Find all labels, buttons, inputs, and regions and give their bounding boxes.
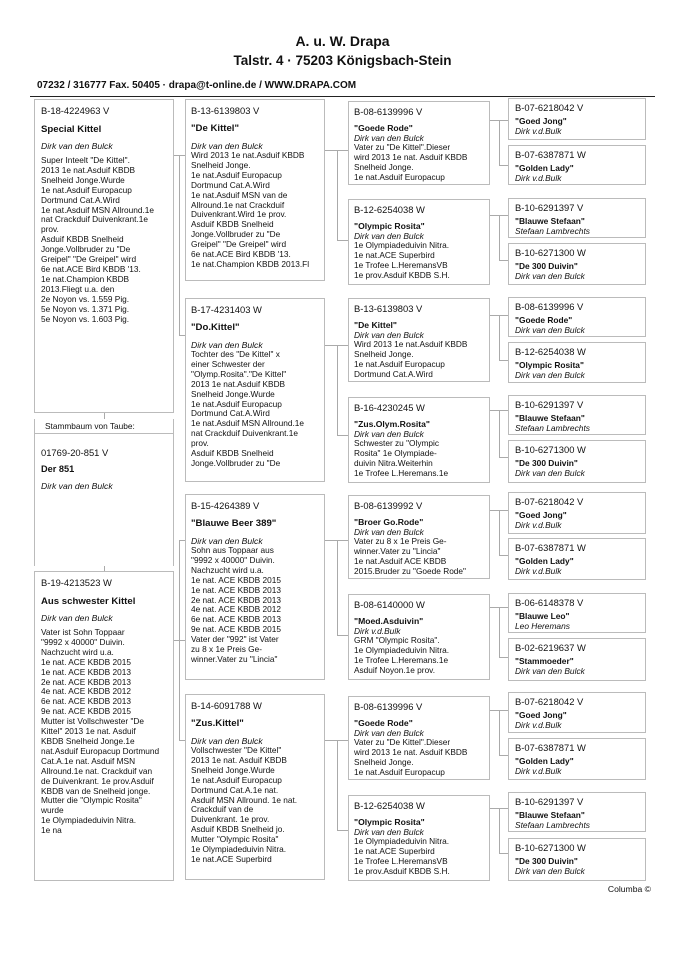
grandparent-card[interactable] [185, 694, 325, 880]
breeder: Dirk v.d.Bulk [515, 126, 562, 136]
pedigree-title: Stammbaum von Taube: [45, 421, 135, 431]
pigeon-name: "Goed Jong" [515, 116, 567, 126]
great-grandparent-card[interactable] [348, 199, 490, 285]
connector-line [499, 360, 508, 361]
pigeon-name: Aus schwester Kittel [41, 596, 136, 607]
breeder: Dirk van den Bulck [515, 325, 585, 335]
pigeon-name: "Golden Lady" [515, 163, 574, 173]
ring-number: B-02-6219637 W [515, 642, 586, 653]
breeder: Dirk van den Bulck [191, 736, 263, 746]
pigeon-name: "Goede Rode" [354, 123, 413, 133]
ancestor-card[interactable] [508, 297, 646, 337]
pigeon-name: "Olympic Rosita" [354, 817, 425, 827]
pigeon-name: "De 300 Duivin" [515, 261, 578, 271]
connector-line [337, 635, 348, 636]
connector-line [179, 540, 180, 740]
ring-number: B-17-4231403 W [191, 304, 262, 315]
connector-line [337, 540, 338, 635]
pigeon-description: Sohn aus Toppaar aus "9992 x 40000" Duivin. Nachzucht wird u.a. 1e nat. ACE KBDB 2015 1e nat. ACE KBDB 2013 2e nat. ACE KBDB 2013 4e nat. ACE KBDB 2012 6e nat. ACE KBDB 2013 9e nat. ACE KBDB 2015 Vater der "992" ist Vater zu 8 x 1e Preis Ge- winner.Vater zu "Lincia" [191, 545, 281, 664]
pigeon-name: "Olympic Rosita" [354, 221, 425, 231]
ring-number: B-10-6291397 V [515, 796, 584, 807]
pigeon-name: "Blauwe Beer 389" [191, 518, 277, 529]
pigeon-description: Super Inteelt "De Kittel". 2013 1e nat.Asduif KBDB Snelheid Jonge.Wurde 1e nat.Asduif Europacup Dortmund Cat.A.Wird 1e nat.Asduif MSN Allround.1e nat Crackduif Duivenkrant.1e prov. Asduif KBDB Snelheid Jonge.Vollbruder zu "De Greipel" "De Greipel" wird 6e nat.ACE Bird KBDB '13. 1e nat.Champion KBDB 2013.Fliegt u.a. den 2e Noyon vs. 1.559 Pig. 5e Noyon vs. 1.371 Pig. 5e Noyon vs. 1.603 Pig. [41, 155, 154, 324]
grandparent-card[interactable] [185, 99, 325, 281]
breeder-name: A. u. W. Drapa [295, 33, 390, 49]
ring-number: B-15-4264389 V [191, 500, 260, 511]
footer-credit: Columba © [607, 884, 651, 894]
pigeon-name: "Olympic Rosita" [515, 360, 584, 370]
breeder: Dirk van den Bulck [191, 141, 263, 151]
pigeon-name: "Blauwe Stefaan" [515, 413, 585, 423]
pigeon-name: Special Kittel [41, 124, 102, 135]
pigeon-description: Vater zu "De Kittel".Dieser wird 2013 1e nat. Asduif KBDB Snelheid Jonge. 1e nat.Asduif Europacup [354, 142, 468, 182]
breeder: Dirk van den Bulck [191, 340, 263, 350]
pigeon-name: "Zus.Olym.Rosita" [354, 419, 430, 429]
ring-number: B-07-6218042 V [515, 696, 584, 707]
ring-number: B-07-6387871 W [515, 742, 586, 753]
breeder: Dirk v.d.Bulk [515, 766, 562, 776]
ancestor-card[interactable] [508, 342, 646, 383]
connector-line [499, 120, 500, 165]
ancestor-card[interactable] [508, 738, 646, 780]
pigeon-name: "De 300 Duivin" [515, 458, 578, 468]
grandparent-card[interactable] [185, 494, 325, 680]
header-divider [30, 96, 655, 97]
connector-line [499, 853, 508, 854]
pigeon-name: "Zus.Kittel" [191, 718, 244, 729]
subject-name: Der 851 [41, 464, 75, 474]
ring-number: B-08-6139996 V [354, 701, 423, 712]
ancestor-card[interactable] [508, 692, 646, 733]
connector-line [337, 435, 348, 436]
connector-line [337, 740, 338, 830]
ring-number: B-10-6271300 W [515, 842, 586, 853]
pigeon-description: Vater zu "De Kittel".Dieser wird 2013 1e nat. Asduif KBDB Snelheid Jonge. 1e nat.Asduif Europacup [354, 737, 468, 777]
breeder-address: Talstr. 4 · 75203 Königsbach-Stein [233, 53, 452, 68]
pigeon-description: Tochter des "De Kittel" x einer Schwester der "Olymp.Rosita"."De Kittel" 2013 1e nat.Asduif KBDB Snelheid Jonge.Wurde 1e nat.Asduif Europacup Dortmund Cat.A.Wird 1e nat.Asduif MSN Allround.1e nat Crackduif Duivenkrant.1e prov. Asduif KBDB Snelheid Jonge.Vollbruder zu "De [191, 349, 304, 468]
great-grandparent-card[interactable] [348, 101, 490, 185]
ancestor-card[interactable] [508, 638, 646, 681]
pigeon-name: "Golden Lady" [515, 556, 574, 566]
great-grandparent-card[interactable] [348, 795, 490, 881]
ring-number: B-08-6139996 V [354, 106, 423, 117]
ring-number: B-13-6139803 V [191, 105, 260, 116]
connector-line [179, 155, 180, 335]
ring-number: B-18-4224963 V [41, 105, 110, 116]
grandparent-card[interactable] [185, 298, 325, 482]
breeder: Dirk v.d.Bulk [515, 566, 562, 576]
breeder: Stefaan Lambrechts [515, 423, 590, 433]
connector-line [499, 260, 508, 261]
connector-line [499, 555, 508, 556]
pigeon-name: "Blauwe Leo" [515, 611, 570, 621]
pigeon-name: "De Kittel" [191, 123, 240, 134]
breeder: Dirk van den Bulck [515, 666, 585, 676]
pigeon-name: "De 300 Duivin" [515, 856, 578, 866]
connector-line [499, 510, 500, 555]
breeder: Stefaan Lambrechts [515, 820, 590, 830]
pigeon-name: "Goede Rode" [354, 718, 413, 728]
pigeon-description: 1e Olympiadeduivin Nitra. 1e nat.ACE Superbird 1e Trofee L.HeremansVB 1e prov.Asduif KBDB S.H. [354, 836, 450, 876]
ancestor-card[interactable] [508, 145, 646, 185]
ancestor-card[interactable] [508, 838, 646, 881]
great-grandparent-card[interactable] [348, 495, 490, 579]
pigeon-name: "Goed Jong" [515, 510, 567, 520]
subject-breeder: Dirk van den Bulck [41, 481, 113, 491]
breeder: Dirk v.d.Bulk [515, 720, 562, 730]
ancestor-card[interactable] [508, 792, 646, 832]
ring-number: B-13-6139803 V [354, 303, 423, 314]
great-grandparent-card[interactable] [348, 594, 490, 680]
ancestor-card[interactable] [508, 492, 646, 534]
connector-line [499, 165, 508, 166]
pigeon-name: "Do.Kittel" [191, 322, 240, 333]
pigeon-description: Wird 2013 1e nat.Asduif KBDB Snelheid Jonge. 1e nat.Asduif Europacup Dortmund Cat.A.Wird 1e nat.Asduif MSN van de Allround.1e nat Crackduif Duivenkrant.Wird 1e prov. Asduif KBDB Snelheid Jonge.Vollbruder zu "De Greipel" "De Greipel" wird 6e nat.ACE Bird KBDB '13. 1e nat.Champion KBDB 2013.Fl [191, 150, 310, 269]
connector-line [499, 657, 508, 658]
subject-ring-number: 01769-20-851 V [41, 447, 109, 458]
ring-number: B-10-6291397 V [515, 202, 584, 213]
mother-card[interactable] [34, 571, 174, 881]
ancestor-card[interactable] [508, 593, 646, 633]
ring-number: B-07-6218042 V [515, 102, 584, 113]
connector-line [499, 457, 508, 458]
ring-number: B-19-4213523 W [41, 577, 112, 588]
connector-line [499, 215, 500, 260]
pigeon-name: "Blauwe Stefaan" [515, 216, 585, 226]
pigeon-name: "Goed Jong" [515, 710, 567, 720]
pigeon-description: Vater zu 8 x 1e Preis Ge- winner.Vater zu "Lincia" 1e nat.Asduif ACE KBDB 2015.Bruder zu "Goede Rode" [354, 536, 466, 576]
ring-number: B-07-6387871 W [515, 542, 586, 553]
breeder: Dirk van den Bulck [354, 231, 424, 241]
connector-line [499, 710, 500, 755]
ancestor-card[interactable] [508, 395, 646, 435]
pigeon-description: GRM "Olympic Rosita". 1e Olympiadeduivin Nitra. 1e Trofee L.Heremans.1e Asduif Noyon.1e prov. [354, 635, 449, 675]
great-grandparent-card[interactable] [348, 696, 490, 780]
ring-number: B-08-6140000 W [354, 599, 425, 610]
ring-number: B-10-6271300 W [515, 444, 586, 455]
ring-number: B-10-6291397 V [515, 399, 584, 410]
pigeon-name: "Broer Go.Rode" [354, 517, 424, 527]
breeder: Dirk v.d.Bulk [354, 626, 401, 636]
pigeon-description: Wird 2013 1e nat.Asduif KBDB Snelheid Jonge. 1e nat.Asduif Europacup Dortmund Cat.A.Wird [354, 339, 468, 379]
breeder: Dirk van den Bulck [354, 527, 424, 537]
ring-number: B-07-6387871 W [515, 149, 586, 160]
connector-line [499, 808, 500, 853]
ring-number: B-08-6139996 V [515, 301, 584, 312]
breeder-contact: 07232 / 316777 Fax. 50405 · drapa@t-online.de / WWW.DRAPA.COM [37, 80, 357, 91]
great-grandparent-card[interactable] [348, 397, 490, 483]
ring-number: B-06-6148378 V [515, 597, 584, 608]
ring-number: B-12-6254038 W [515, 346, 586, 357]
breeder: Dirk van den Bulck [354, 827, 424, 837]
divider [35, 433, 173, 434]
connector-line [337, 345, 338, 435]
ring-number: B-08-6139992 V [354, 500, 423, 511]
breeder: Dirk van den Bulck [515, 468, 585, 478]
breeder: Dirk van den Bulck [354, 728, 424, 738]
ancestor-card[interactable] [508, 198, 646, 238]
pigeon-description: Vater ist Sohn Toppaar "9992 x 40000" Duivin. Nachzucht wird u.a. 1e nat. ACE KBDB 2015 1e nat. ACE KBDB 2013 2e nat. ACE KBDB 2013 4e nat. ACE KBDB 2012 6e nat. ACE KBDB 2013 9e nat. ACE KBDB 2015 Mutter ist Vollschwester "De Kittel" 2013 1e nat. Asduif KBDB Snelheid Jonge.1e nat.Asduif Europacup Dortmund Cat.A.1e nat. Asduif MSN Allround.1e nat. Crackduif van de Duivenkrant. 1e prov.Asduif KBDB van de Snelheid jonge. Mutter die "Olympic Rosita" wurde 1e Olympiadeduivin Nitra. 1e na [41, 627, 160, 836]
connector-line [499, 755, 508, 756]
breeder: Stefaan Lambrechts [515, 226, 590, 236]
ancestor-card[interactable] [508, 440, 646, 483]
connector-line [499, 315, 500, 360]
breeder: Dirk van den Bulck [41, 141, 113, 151]
breeder: Dirk van den Bulck [515, 866, 585, 876]
ancestor-card[interactable] [508, 538, 646, 580]
pigeon-name: "Moed.Asduivin" [354, 616, 424, 626]
breeder: Dirk van den Bulck [191, 536, 263, 546]
pigeon-name: "De Kittel" [354, 320, 398, 330]
breeder: Dirk van den Bulck [354, 429, 424, 439]
ring-number: B-12-6254038 W [354, 800, 425, 811]
pigeon-name: "Goede Rode" [515, 315, 573, 325]
connector-line [337, 150, 338, 240]
pigeon-name: "Blauwe Stefaan" [515, 810, 585, 820]
pigeon-name: "Stammoeder" [515, 656, 574, 666]
pigeon-description: Vollschwester "De Kittel" 2013 1e nat. Asduif KBDB Snelheid Jonge.Wurde 1e nat.Asduif Europacup Dortmund Cat.A.1e nat. Asduif MSN Allround. 1e nat. Crackduif van de Duivenkrant. 1e prov. Asduif KBDB Snelheid jo. Mutter "Olympic Rosita" 1e Olympiadeduivin Nitra. 1e nat.ACE Superbird [191, 745, 298, 864]
ring-number: B-07-6218042 V [515, 496, 584, 507]
pigeon-description: Schwester zu "Olympic Rosita" 1e Olympiade- duivin Nitra.Weiterhin 1e Trofee L.Heremans.1e [354, 438, 449, 478]
ancestor-card[interactable] [508, 98, 646, 140]
connector-line [499, 410, 500, 457]
ring-number: B-14-6091788 W [191, 700, 262, 711]
breeder: Leo Heremans [515, 621, 570, 631]
breeder: Dirk van den Bulck [515, 370, 585, 380]
breeder: Dirk van den Bulck [354, 133, 424, 143]
ring-number: B-12-6254038 W [354, 204, 425, 215]
connector-line [499, 607, 500, 657]
ring-number: B-10-6271300 W [515, 247, 586, 258]
breeder: Dirk van den Bulck [354, 330, 424, 340]
great-grandparent-card[interactable] [348, 298, 490, 382]
father-card[interactable] [34, 99, 174, 413]
breeder: Dirk van den Bulck [41, 613, 113, 623]
breeder: Dirk v.d.Bulk [515, 520, 562, 530]
subject-pigeon [34, 419, 174, 566]
ring-number: B-16-4230245 W [354, 402, 425, 413]
pigeon-name: "Golden Lady" [515, 756, 574, 766]
breeder: Dirk v.d.Bulk [515, 173, 562, 183]
pigeon-description: 1e Olympiadeduivin Nitra. 1e nat.ACE Superbird 1e Trofee L.HeremansVB 1e prov.Asduif KBDB S.H. [354, 240, 450, 280]
breeder: Dirk van den Bulck [515, 271, 585, 281]
connector-line [337, 240, 348, 241]
ancestor-card[interactable] [508, 243, 646, 285]
connector-line [337, 830, 348, 831]
